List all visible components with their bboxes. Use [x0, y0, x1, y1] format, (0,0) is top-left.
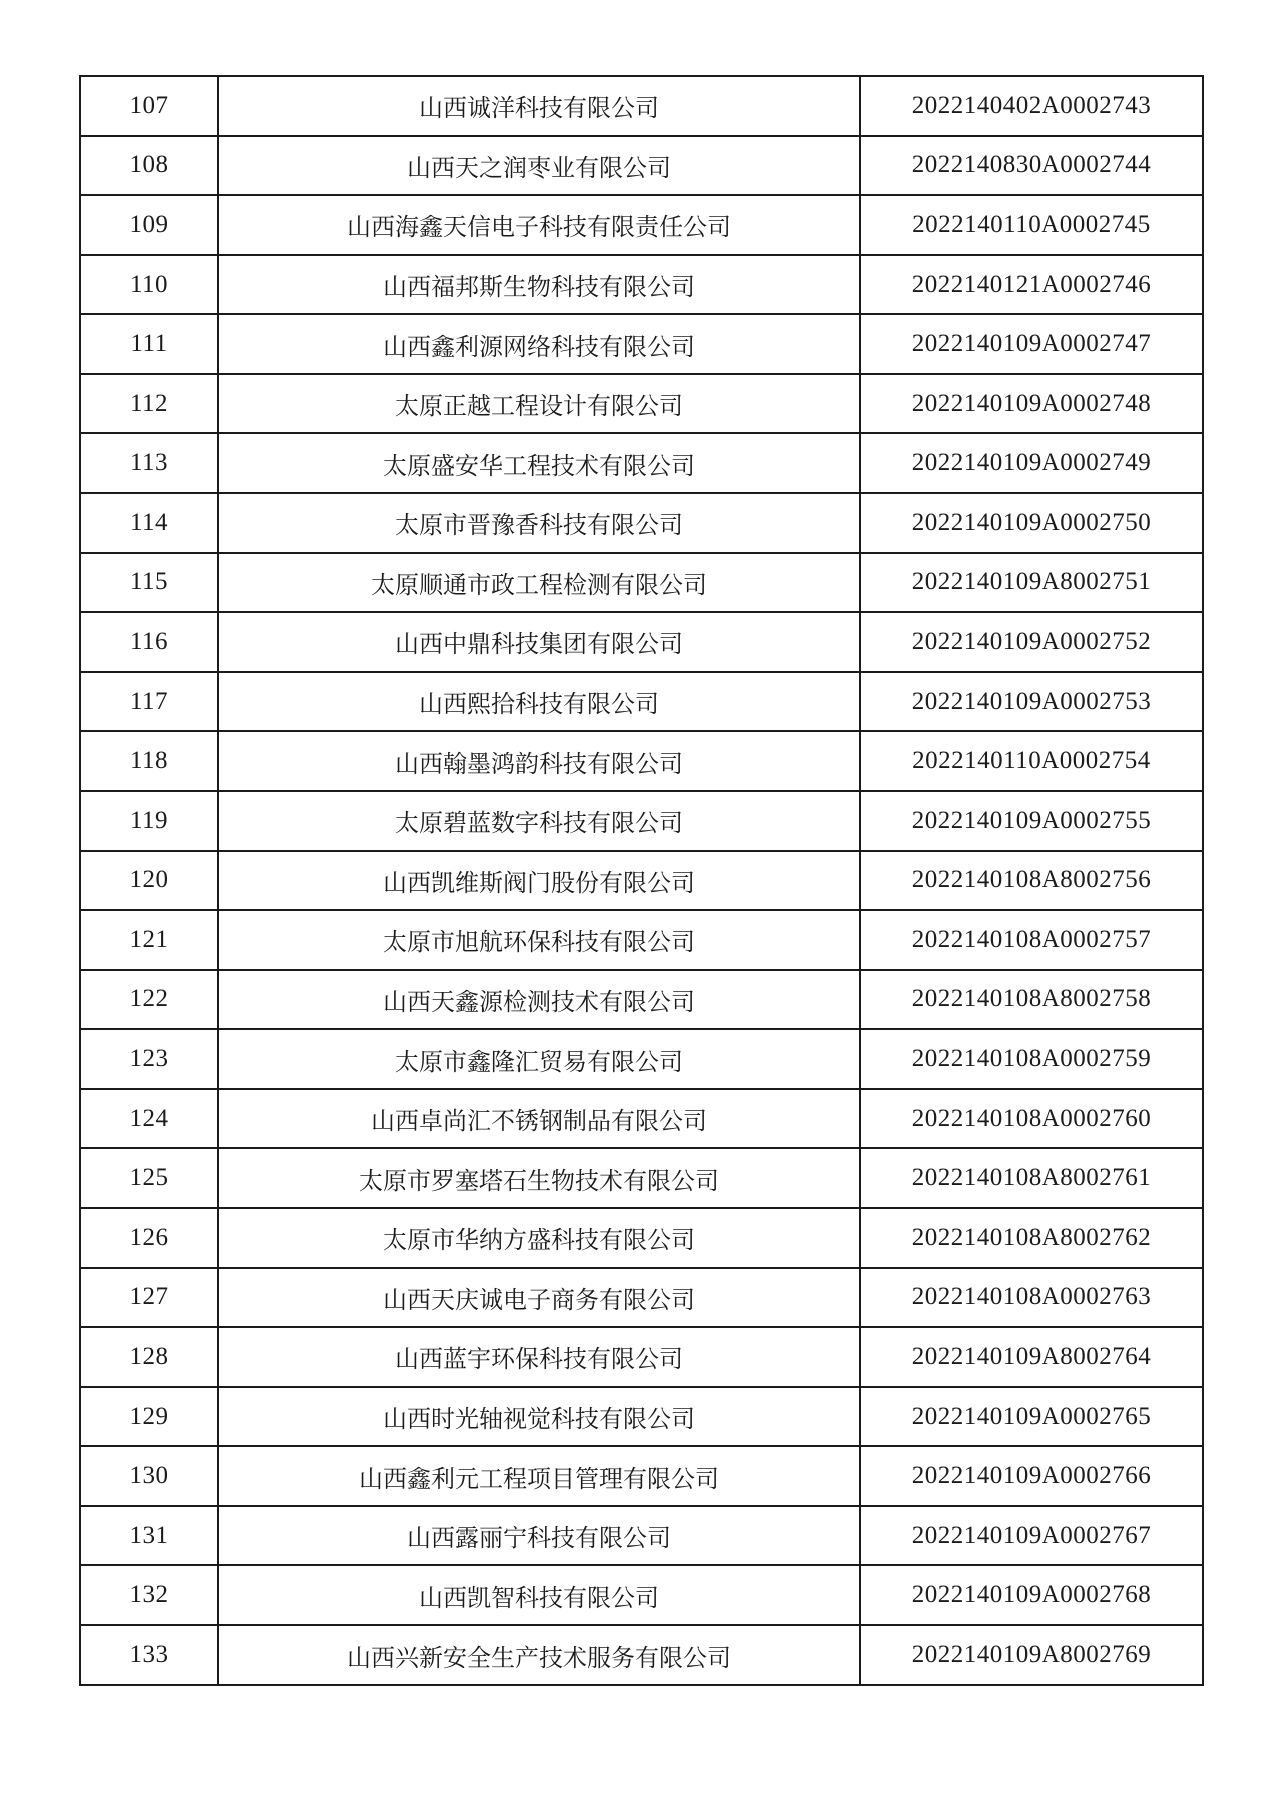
registration-number-cell: 2022140108A8002756 — [860, 851, 1203, 911]
registration-number-cell: 2022140108A8002758 — [860, 970, 1203, 1030]
row-number-cell: 111 — [80, 314, 218, 374]
company-name-cell: 太原正越工程设计有限公司 — [218, 374, 860, 434]
company-name-cell: 山西中鼎科技集团有限公司 — [218, 612, 860, 672]
row-number-cell: 110 — [80, 255, 218, 315]
registration-number-cell: 2022140830A0002744 — [860, 136, 1203, 196]
company-name-cell: 山西蓝宇环保科技有限公司 — [218, 1327, 860, 1387]
row-number-cell: 118 — [80, 731, 218, 791]
row-number-cell: 108 — [80, 136, 218, 196]
table-row — [80, 314, 1203, 374]
registration-number-cell: 2022140108A0002759 — [860, 1029, 1203, 1089]
table-row — [80, 195, 1203, 255]
registration-number-cell: 2022140121A0002746 — [860, 255, 1203, 315]
company-name-cell: 山西天之润枣业有限公司 — [218, 136, 860, 196]
table-row — [80, 1029, 1203, 1089]
table-row — [80, 612, 1203, 672]
table-row — [80, 1327, 1203, 1387]
registration-number-cell: 2022140108A8002761 — [860, 1148, 1203, 1208]
table-row — [80, 1506, 1203, 1566]
company-name-cell: 山西凯智科技有限公司 — [218, 1565, 860, 1625]
registration-number-cell: 2022140109A0002750 — [860, 493, 1203, 553]
company-name-cell: 山西福邦斯生物科技有限公司 — [218, 255, 860, 315]
table-row — [80, 851, 1203, 911]
registration-number-cell: 2022140108A0002757 — [860, 910, 1203, 970]
company-name-cell: 太原盛安华工程技术有限公司 — [218, 433, 860, 493]
row-number-cell: 122 — [80, 970, 218, 1030]
registration-number-cell: 2022140109A0002767 — [860, 1506, 1203, 1566]
company-name-cell: 山西露丽宁科技有限公司 — [218, 1506, 860, 1566]
company-name-cell: 山西天庆诚电子商务有限公司 — [218, 1268, 860, 1328]
registration-number-cell: 2022140109A0002765 — [860, 1387, 1203, 1447]
registration-number-cell: 2022140109A0002766 — [860, 1446, 1203, 1506]
table-row — [80, 255, 1203, 315]
company-name-cell: 山西翰墨鸿韵科技有限公司 — [218, 731, 860, 791]
table-row — [80, 493, 1203, 553]
row-number-cell: 109 — [80, 195, 218, 255]
company-name-cell: 山西诚洋科技有限公司 — [218, 76, 860, 136]
registration-number-cell: 2022140109A0002753 — [860, 672, 1203, 732]
row-number-cell: 130 — [80, 1446, 218, 1506]
company-name-cell: 山西熙拾科技有限公司 — [218, 672, 860, 732]
company-name-cell: 山西兴新安全生产技术服务有限公司 — [218, 1625, 860, 1685]
table-row — [80, 731, 1203, 791]
company-name-cell: 太原市旭航环保科技有限公司 — [218, 910, 860, 970]
table-row — [80, 136, 1203, 196]
registration-number-cell: 2022140109A0002752 — [860, 612, 1203, 672]
company-name-cell: 山西鑫利元工程项目管理有限公司 — [218, 1446, 860, 1506]
registration-number-cell: 2022140108A0002760 — [860, 1089, 1203, 1149]
table-row — [80, 1387, 1203, 1447]
table-row — [80, 672, 1203, 732]
table-row — [80, 791, 1203, 851]
row-number-cell: 114 — [80, 493, 218, 553]
row-number-cell: 128 — [80, 1327, 218, 1387]
row-number-cell: 113 — [80, 433, 218, 493]
row-number-cell: 107 — [80, 76, 218, 136]
registration-number-cell: 2022140109A0002768 — [860, 1565, 1203, 1625]
table-row — [80, 374, 1203, 434]
company-name-cell: 太原市鑫隆汇贸易有限公司 — [218, 1029, 860, 1089]
table-row — [80, 433, 1203, 493]
company-name-cell: 山西凯维斯阀门股份有限公司 — [218, 851, 860, 911]
table-row — [80, 1089, 1203, 1149]
company-registry-table — [79, 75, 1204, 1686]
table-row — [80, 76, 1203, 136]
company-name-cell: 太原市罗塞塔石生物技术有限公司 — [218, 1148, 860, 1208]
company-name-cell: 山西卓尚汇不锈钢制品有限公司 — [218, 1089, 860, 1149]
row-number-cell: 117 — [80, 672, 218, 732]
registration-number-cell: 2022140110A0002754 — [860, 731, 1203, 791]
table-row — [80, 970, 1203, 1030]
row-number-cell: 131 — [80, 1506, 218, 1566]
registration-number-cell: 2022140109A8002769 — [860, 1625, 1203, 1685]
table-row — [80, 1148, 1203, 1208]
company-name-cell: 太原市晋豫香科技有限公司 — [218, 493, 860, 553]
company-name-cell: 山西天鑫源检测技术有限公司 — [218, 970, 860, 1030]
row-number-cell: 129 — [80, 1387, 218, 1447]
registration-number-cell: 2022140109A0002748 — [860, 374, 1203, 434]
table-row — [80, 1625, 1203, 1685]
row-number-cell: 125 — [80, 1148, 218, 1208]
table-row — [80, 1208, 1203, 1268]
row-number-cell: 124 — [80, 1089, 218, 1149]
company-name-cell: 山西海鑫天信电子科技有限责任公司 — [218, 195, 860, 255]
company-name-cell: 太原碧蓝数字科技有限公司 — [218, 791, 860, 851]
row-number-cell: 116 — [80, 612, 218, 672]
company-name-cell: 太原市华纳方盛科技有限公司 — [218, 1208, 860, 1268]
table-row — [80, 1268, 1203, 1328]
table-row — [80, 1565, 1203, 1625]
row-number-cell: 133 — [80, 1625, 218, 1685]
row-number-cell: 123 — [80, 1029, 218, 1089]
row-number-cell: 127 — [80, 1268, 218, 1328]
registration-number-cell: 2022140109A8002764 — [860, 1327, 1203, 1387]
registration-number-cell: 2022140108A0002763 — [860, 1268, 1203, 1328]
registration-number-cell: 2022140109A0002747 — [860, 314, 1203, 374]
row-number-cell: 112 — [80, 374, 218, 434]
registration-number-cell: 2022140109A8002751 — [860, 553, 1203, 613]
row-number-cell: 121 — [80, 910, 218, 970]
registration-number-cell: 2022140109A0002755 — [860, 791, 1203, 851]
row-number-cell: 126 — [80, 1208, 218, 1268]
registration-number-cell: 2022140108A8002762 — [860, 1208, 1203, 1268]
row-number-cell: 132 — [80, 1565, 218, 1625]
company-name-cell: 太原顺通市政工程检测有限公司 — [218, 553, 860, 613]
company-name-cell: 山西鑫利源网络科技有限公司 — [218, 314, 860, 374]
row-number-cell: 120 — [80, 851, 218, 911]
row-number-cell: 119 — [80, 791, 218, 851]
registration-number-cell: 2022140110A0002745 — [860, 195, 1203, 255]
registration-number-cell: 2022140109A0002749 — [860, 433, 1203, 493]
company-name-cell: 山西时光轴视觉科技有限公司 — [218, 1387, 860, 1447]
registration-number-cell: 2022140402A0002743 — [860, 76, 1203, 136]
table-row — [80, 910, 1203, 970]
table-body — [80, 76, 1203, 1685]
table-row — [80, 553, 1203, 613]
row-number-cell: 115 — [80, 553, 218, 613]
table-row — [80, 1446, 1203, 1506]
